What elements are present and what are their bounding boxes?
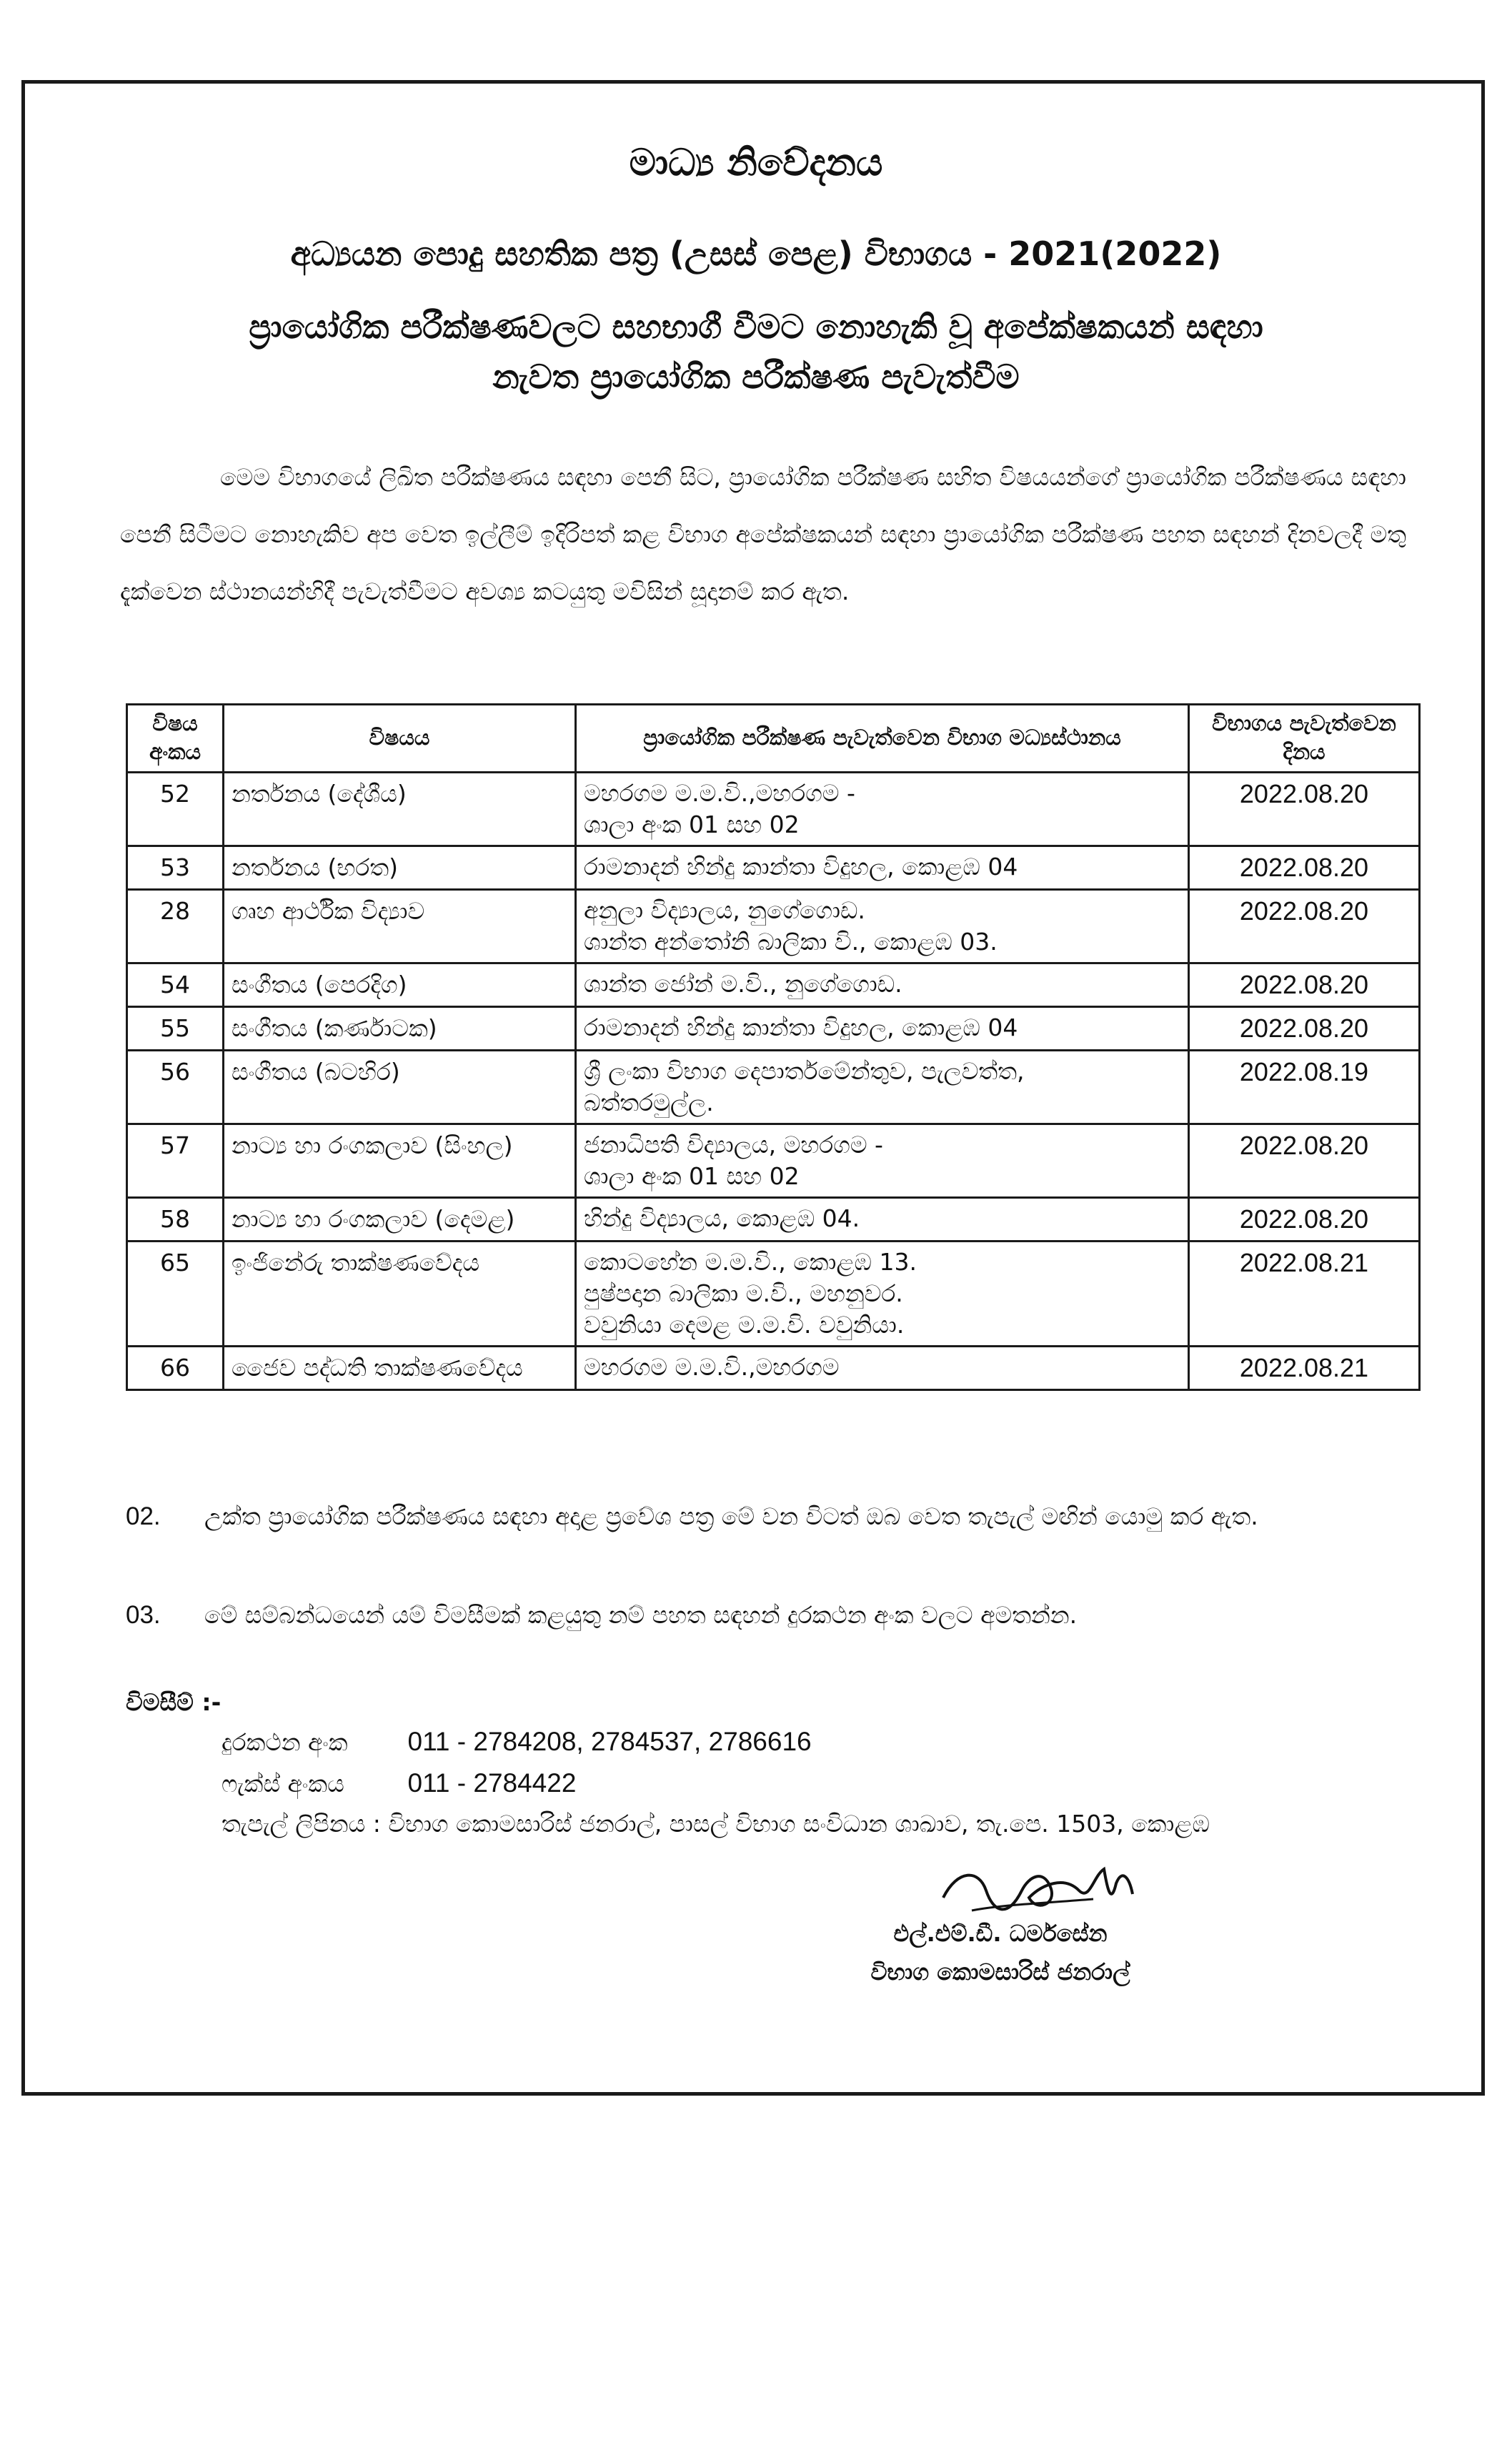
subject-name-cell: ගෘහ ආර්ථික විද්‍යාව: [224, 890, 576, 963]
notice-title: මාධ්‍ය නිවේදනය: [629, 142, 883, 184]
practical-schedule-table: [126, 703, 1421, 1391]
subject-name-cell: සංගීතය (කර්ණාටක): [224, 1007, 576, 1051]
subject-heading-line-2: නැවත ප්‍රායෝගික පරීක්ෂණ පැවැත්වීම: [492, 357, 1020, 396]
exam-centre-cell: [576, 1347, 1189, 1390]
exam-centre-cell: [576, 1124, 1189, 1198]
exam-centre-cell: [576, 963, 1189, 1007]
exam-centre-cell: [576, 1051, 1189, 1124]
signatory-title: විභාග කොමසාරිස් ජනරාල්: [870, 1958, 1130, 1986]
table-row: [127, 1051, 1420, 1124]
exam-centre-line: මහරගම ම.ම.වි.,මහරගම -: [584, 779, 855, 807]
subject-name-cell: නාට්‍ය හා රංගකලාව (සිංහල): [224, 1124, 576, 1198]
fax-row: [222, 1768, 576, 1798]
exam-centre-cell: [576, 846, 1189, 890]
exam-date-cell: 2022.08.20: [1189, 1198, 1420, 1242]
exam-centre-line: ශාලා අංක 01 සහ 02: [584, 811, 800, 838]
note-text: මේ සම්බන්ධයෙන් යම් විමසීමක් කළයුතු නම් පහත සඳහන් දුරකථන අංක වලට අමතන්න.: [204, 1601, 1078, 1629]
exam-centre-line: බත්තරමුල්ල.: [584, 1089, 714, 1116]
exam-centre-cell: [576, 773, 1189, 846]
fax-value: 011 - 2784422: [407, 1768, 577, 1798]
table-row: [127, 773, 1420, 846]
table-row: [127, 846, 1420, 890]
note-number: 03.: [126, 1601, 161, 1629]
intro-paragraph: මෙම විභාගයේ ලිඛිත පරීක්ෂණය සඳහා පෙනී සිට, ප්‍රායෝගික පරීක්ෂණ සහිත විෂයයන්ගේ ප්‍රායෝගික පරීක්ෂණය සඳහා පෙනී සිටීමට නොහැකිව අප වෙත ඉල්ලීම් ඉදිරිපත් කළ විභාග අපේක්ෂකයන් සඳහා ප්‍රායෝගික පරීක්ෂණ පහත සඳහන් දිනවලදී මතු දැක්වෙන ස්ථානයන්හිදී පැවැත්වීමට අවශ්‍ය කටයුතු මවිසින් සූදානම් කර ඇත.: [120, 463, 1406, 605]
exam-centre-cell: [576, 1198, 1189, 1242]
subject-name-cell: ජෛව පද්ධති තාක්ෂණවේදය: [224, 1347, 576, 1390]
exam-centre-cell: [576, 890, 1189, 963]
exam-centre-line: මහරගම ම.ම.වි.,මහරගම: [584, 1353, 840, 1381]
table-row: [127, 963, 1420, 1007]
header-subject: විෂයය: [224, 705, 576, 773]
note-03: [126, 1592, 1398, 1638]
subject-name-cell: නර්තනය (දේශීය): [224, 773, 576, 846]
subject-code-cell: 56: [127, 1051, 224, 1124]
table-row: [127, 890, 1420, 963]
exam-date-cell: 2022.08.19: [1189, 1051, 1420, 1124]
exam-centre-line: ශාලා අංක 01 සහ 02: [584, 1162, 800, 1190]
exam-centre-cell: [576, 1007, 1189, 1051]
table-row: [127, 1007, 1420, 1051]
table-header-row: [127, 705, 1420, 773]
exam-centre-line: කොටහේන ම.ම.වි., කොළඹ 13.: [584, 1248, 917, 1276]
exam-centre-line: ශාන්ත අන්තෝනි බාලිකා වි., කොළඹ 03.: [584, 928, 998, 956]
subject-code-cell: 65: [127, 1242, 224, 1347]
subject-code-cell: 54: [127, 963, 224, 1007]
exam-centre-line: හින්දු විද්‍යාලය, කොළඹ 04.: [584, 1204, 860, 1232]
subject-code-cell: 57: [127, 1124, 224, 1198]
phone-value: 011 - 2784208, 2784537, 2786616: [407, 1727, 812, 1756]
subject-code-cell: 53: [127, 846, 224, 890]
inquiries-heading: විමසීම් :-: [126, 1688, 222, 1716]
exam-centre-line: පුෂ්පදාන බාලිකා ම.වි., මහනුවර.: [584, 1279, 903, 1307]
subject-code-cell: 52: [127, 773, 224, 846]
exam-date-cell: 2022.08.21: [1189, 1242, 1420, 1347]
exam-centre-line: රාමනාදන් හින්දු කාන්තා විදුහල, කොළඹ 04: [584, 1014, 1018, 1041]
subject-code-cell: 58: [127, 1198, 224, 1242]
subject-name-cell: නාට්‍ය හා රංගකලාව (දෙමළ): [224, 1198, 576, 1242]
exam-date-cell: 2022.08.20: [1189, 846, 1420, 890]
note-text: උක්ත ප්‍රායෝගික පරීක්ෂණය සඳහා අදාළ ප්‍රවේශ පත්‍ර මේ වන විටත් ඔබ වෙත තැපැල් මඟින් යොමු කර ඇත.: [204, 1502, 1258, 1530]
subject-name-cell: සංගීතය (පෙරදිග): [224, 963, 576, 1007]
exam-centre-line: රාමනාදන් හින්දු කාන්තා විදුහල, කොළඹ 04: [584, 853, 1018, 881]
exam-centre-line: ශ්‍රී ලංකා විභාග දෙපාර්තමේන්තුව, පැලවත්ත,: [584, 1057, 1025, 1085]
exam-date-cell: 2022.08.20: [1189, 890, 1420, 963]
signatory-name: එල්.එම්.ඩී. ධර්මසේන: [893, 1920, 1108, 1947]
exam-date-cell: 2022.08.20: [1189, 1124, 1420, 1198]
phone-row: [222, 1727, 812, 1757]
subject-name-cell: සංගීතය (බටහිර): [224, 1051, 576, 1124]
subject-name-cell: ඉංජිනේරු තාක්ෂණවේදය: [224, 1242, 576, 1347]
table-row: [127, 1242, 1420, 1347]
exam-centre-line: ශාන්ත ජෝන් ම.වි., නුගේගොඩ.: [584, 970, 902, 998]
subject-heading-line-1: ප්‍රායෝගික පරීක්ෂණවලට සහභාගී වීමට නොහැකි වූ අපේක්ෂකයන් සඳහා: [249, 307, 1263, 346]
postal-address-row: [222, 1810, 1210, 1838]
exam-date-cell: 2022.08.20: [1189, 773, 1420, 846]
exam-heading: අධ්‍යයන පොදු සහතික පත්‍ර (උසස් පෙළ) විභාගය - 2021(2022): [290, 234, 1222, 273]
header-exam-date: විභාගය පැවැත්වෙන දිනය: [1189, 705, 1420, 773]
phone-label: දුරකථන අංක: [222, 1728, 348, 1756]
subject-code-cell: 66: [127, 1347, 224, 1390]
exam-date-cell: 2022.08.20: [1189, 963, 1420, 1007]
note-number: 02.: [126, 1502, 161, 1530]
table-row: [127, 1124, 1420, 1198]
exam-centre-line: අනුලා විද්‍යාලය, නුගේගොඩ.: [584, 896, 865, 924]
subject-code-cell: 55: [127, 1007, 224, 1051]
header-subject-code: විෂය අංකය: [127, 705, 224, 773]
exam-centre-cell: [576, 1242, 1189, 1347]
table-row: [127, 1347, 1420, 1390]
postal-label: තැපැල් ලිපිනය :: [222, 1810, 381, 1838]
header-exam-centre: ප්‍රායෝගික පරීක්ෂණ පැවැත්වෙන විභාග මධ්‍යස්ථානය: [576, 705, 1189, 773]
note-02: [126, 1494, 1398, 1540]
exam-date-cell: 2022.08.21: [1189, 1347, 1420, 1390]
fax-label: ෆැක්ස් අංකය: [222, 1770, 344, 1798]
table-row: [127, 1198, 1420, 1242]
subject-name-cell: නර්තනය (භරත): [224, 846, 576, 890]
subject-code-cell: 28: [127, 890, 224, 963]
exam-centre-line: වවුනියා දෙමළ ම.ම.වි. වවුනියා.: [584, 1311, 905, 1339]
postal-value: විභාග කොමසාරිස් ජනරාල්, පාසල් විභාග සංවිධාන ශාඛාව, තැ.පෙ. 1503, කොළඹ: [388, 1810, 1210, 1838]
exam-date-cell: 2022.08.20: [1189, 1007, 1420, 1051]
exam-centre-line: ජනාධිපති විද්‍යාලය, මහරගම -: [584, 1131, 883, 1159]
